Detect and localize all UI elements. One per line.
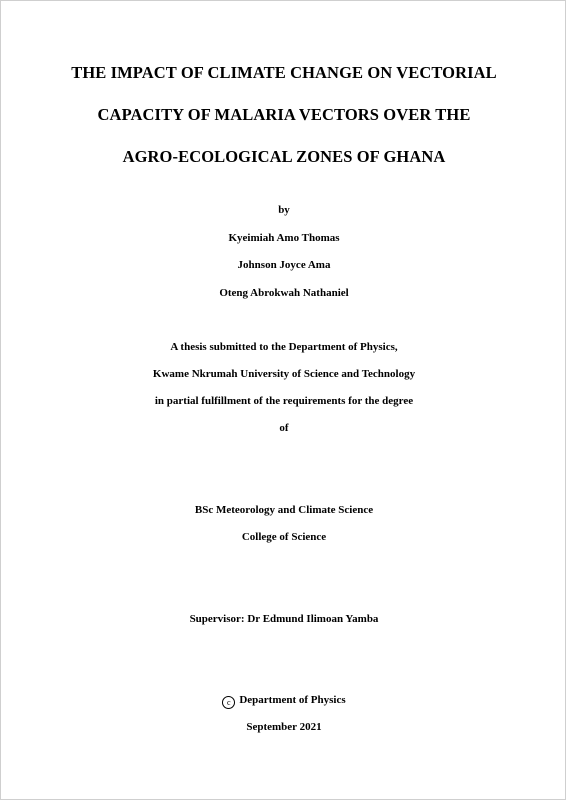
degree-name: BSc Meteorology and Climate Science — [194, 504, 374, 516]
copyright-holder: Department of Physics — [239, 694, 346, 706]
copyright-icon: c — [222, 696, 235, 709]
by-label: by — [278, 204, 290, 216]
submission-statement-line-4: of — [279, 422, 289, 434]
college-name: College of Science — [241, 531, 327, 543]
copyright-line — [1, 694, 566, 709]
submission-statement-line-2: Kwame Nkrumah University of Science and Technology — [152, 368, 416, 380]
thesis-title-line-3: AGRO-ECOLOGICAL ZONES OF GHANA — [122, 147, 446, 166]
submission-date: September 2021 — [246, 721, 322, 733]
submission-statement-line-3: in partial fulfillment of the requirements for the degree — [154, 395, 414, 407]
author-name: Johnson Joyce Ama — [237, 259, 331, 271]
submission-statement-line-1: A thesis submitted to the Department of Physics, — [170, 341, 398, 353]
author-name: Kyeimiah Amo Thomas — [228, 232, 340, 244]
thesis-title-line-2: CAPACITY OF MALARIA VECTORS OVER THE — [97, 105, 471, 124]
author-name: Oteng Abrokwah Nathaniel — [219, 287, 349, 299]
thesis-title-line-1: THE IMPACT OF CLIMATE CHANGE ON VECTORIAL — [71, 63, 497, 82]
supervisor-line: Supervisor: Dr Edmund Ilimoan Yamba — [189, 613, 379, 625]
